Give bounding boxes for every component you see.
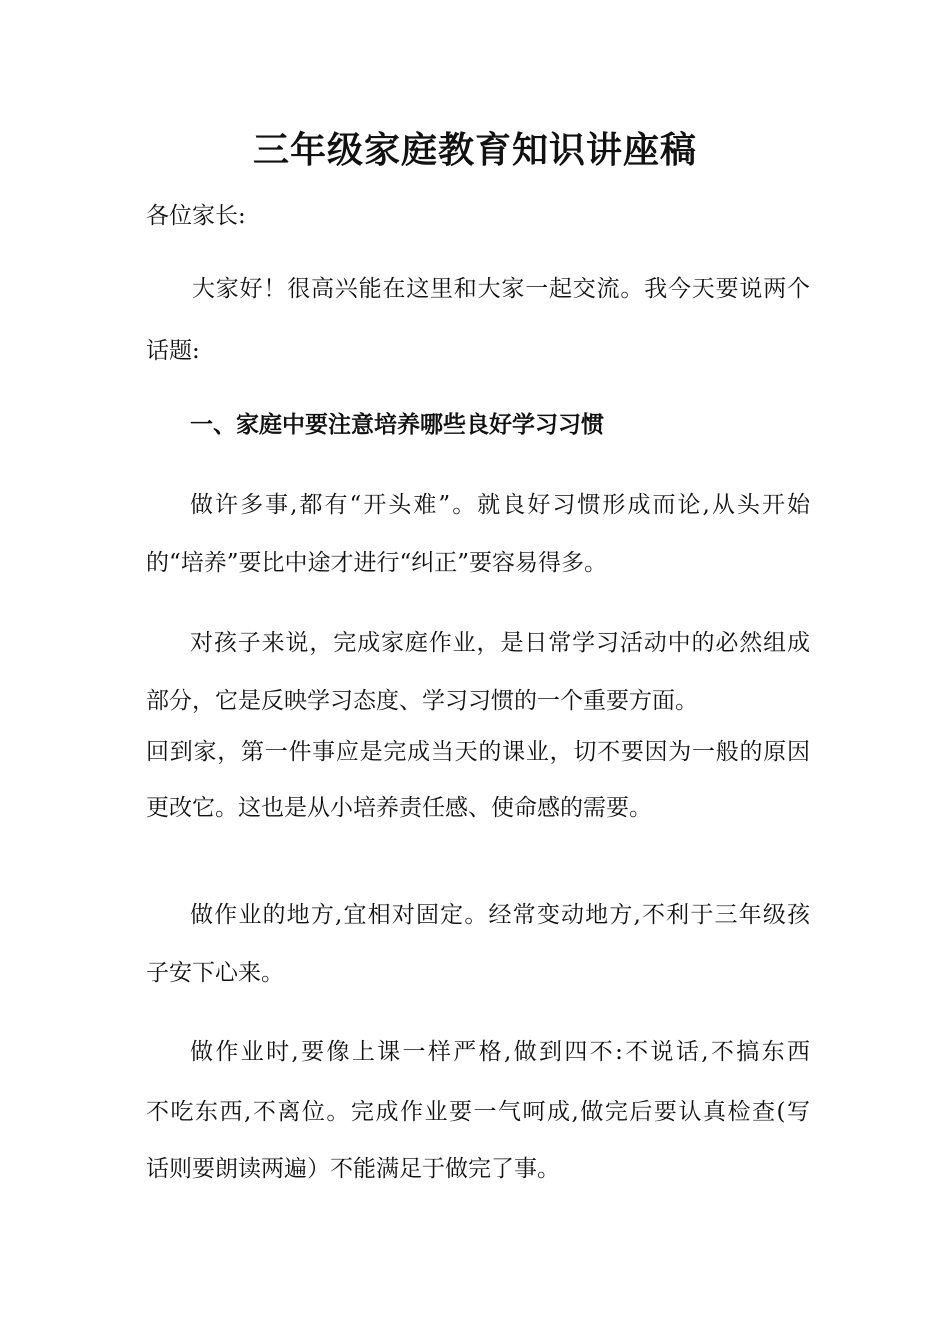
document-title: 三年级家庭教育知识讲座稿 — [252, 129, 697, 171]
para4-line-1: 做作业的地方,宜相对固定。经常变动地方,不利于三年级孩 — [190, 902, 810, 928]
para3-line-2: 更改它。这也是从小培养责任感、使命感的需要。 — [146, 795, 652, 821]
para5-line-3: 话则要朗读两遍）不能满足于做完了事。 — [146, 1156, 560, 1182]
para2-line-2: 部分，它是反映学习态度、学习习惯的一个重要方面。 — [146, 688, 698, 714]
section-heading-1: 一、家庭中要注意培养哪些良好学习习惯 — [190, 411, 604, 438]
para3-line-1: 回到家，第一件事应是完成当天的课业，切不要因为一般的原因 — [146, 739, 810, 765]
para1-line-2: 的“培养”要比中途才进行“纠正”要容易得多。 — [146, 550, 608, 576]
intro-line-2: 话题: — [146, 338, 200, 364]
para4-line-2: 子安下心来。 — [146, 960, 284, 986]
para2-line-1: 对孩子来说，完成家庭作业，是日常学习活动中的必然组成 — [190, 630, 810, 656]
para5-line-2: 不吃东西,不离位。完成作业要一气呵成,做完后要认真检查(写 — [146, 1099, 810, 1125]
para5-line-1: 做作业时,要像上课一样严格,做到四不:不说话,不搞东西 — [190, 1039, 810, 1065]
greeting: 各位家长: — [146, 203, 246, 229]
intro-line-1: 大家好！很高兴能在这里和大家一起交流。我今天要说两个 — [192, 276, 810, 302]
para1-line-1: 做许多事,都有“开头难”。就良好习惯形成而论,从头开始 — [190, 492, 810, 518]
